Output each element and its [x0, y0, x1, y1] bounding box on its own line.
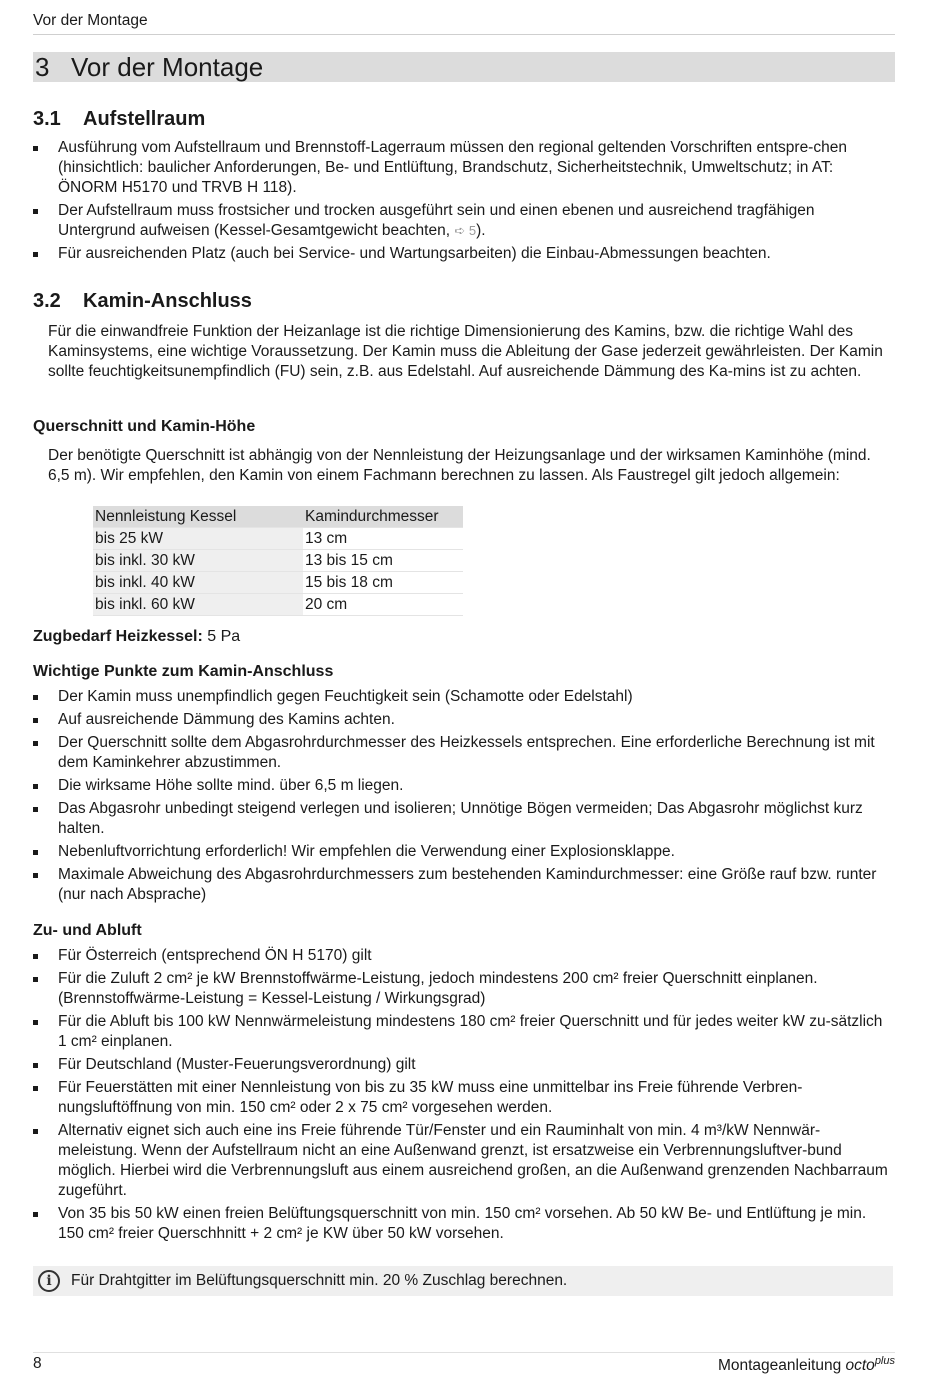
list-item: Für Deutschland (Muster-Feuerungsverordnung) gilt: [33, 1055, 895, 1075]
zugbedarf-line: [33, 628, 240, 646]
zugbedarf-value: 5 Pa: [202, 628, 241, 645]
kamin-intro: Für die einwandfreie Funktion der Heizanlage ist die richtige Dimensionierung des Kamins, bzw. die richtige Wahl des Kaminsystems, eine wichtige Voraussetzung. Der Kamin muss die Ableitung der Gase jederzeit gewährleisten. Der Kamin sollte feuchtigkeitsunempfindlich (FU) sein, z.B. aus Edelstahl. Auf ausreichende Dämmung des Ka-mins ist zu achten.: [48, 323, 883, 380]
table-cell: bis 25 kW: [93, 528, 303, 550]
list-item: Für ausreichenden Platz (auch bei Service- und Wartungsarbeiten) die Einbau-Abmessungen beachten.: [33, 244, 895, 264]
list-item: Für Österreich (entsprechend ÖN H 5170) gilt: [33, 946, 895, 966]
punkte-heading: Wichtige Punkte zum Kamin-Anschluss: [33, 663, 334, 680]
section-number: 3.1: [33, 108, 61, 130]
list-item: Auf ausreichende Dämmung des Kamins achten.: [33, 710, 895, 730]
table-header-cell: Kamindurchmesser: [303, 506, 463, 528]
list-item: Ausführung vom Aufstellraum und Brennstoff-Lagerraum müssen den regional geltenden Vorschriften entspre-chen (hinsichtlich: baulicher Anforderungen, Be- und Entlüftung, Brandschutz, Sicherheitstechnik, Umweltschutz; in AT: ÖNORM H5170 und TRVB H 118).: [33, 138, 895, 198]
section-heading-3-1: [33, 108, 205, 131]
zugbedarf-label: Zugbedarf Heizkessel:: [33, 628, 203, 645]
kamin-table: [93, 506, 463, 616]
info-icon: i: [38, 1270, 60, 1292]
zuabluft-heading: Zu- und Abluft: [33, 922, 142, 939]
info-note: [33, 1266, 893, 1296]
aufstellraum-list: [33, 138, 895, 267]
list-item: Für die Abluft bis 100 kW Nennwärmeleistung mindestens 180 cm² freier Querschnitt und für jedes weiter kW zu-sätzlich 1 cm² einplanen.: [33, 1012, 895, 1052]
list-item-text: Der Aufstellraum muss frostsicher und trocken ausgeführt sein und einen ebenen und ausreichend tragfähigen Untergrund aufweisen (Kessel-Gesamtgewicht beachten,: [58, 202, 815, 239]
list-item: Die wirksame Höhe sollte mind. über 6,5 m liegen.: [33, 776, 895, 796]
table-cell: bis inkl. 40 kW: [93, 572, 303, 594]
running-header: [33, 12, 895, 35]
running-header-title: Vor der Montage: [33, 12, 148, 29]
chapter-number: 3: [35, 52, 50, 82]
list-item: Das Abgasrohr unbedingt steigend verlegen und isolieren; Unnötige Bögen vermeiden; Das Abgasrohr möglichst kurz halten.: [33, 799, 895, 839]
table-header-cell: Nennleistung Kessel: [93, 506, 303, 528]
section-number: 3.2: [33, 290, 61, 312]
punkte-list: [33, 687, 895, 908]
table-row: [93, 572, 463, 594]
table-cell: 20 cm: [303, 594, 463, 616]
table-row: [93, 594, 463, 616]
querschnitt-heading: Querschnitt und Kamin-Höhe: [33, 418, 256, 435]
page-number: 8: [33, 1355, 42, 1372]
list-item: Für Feuerstätten mit einer Nennleistung von bis zu 35 kW muss eine unmittelbar ins Freie führende Verbren-nungsluftöffnung von min. 150 cm² oder 2 x 75 cm² vorgesehen werden.: [33, 1078, 895, 1118]
list-item: Von 35 bis 50 kW einen freien Belüftungsquerschnitt von min. 150 cm² vorsehen. Ab 50 kW Be- und Entlüftung je min. 150 cm² freier Querschhnitt + 2 cm² je KW über 50 kW vorsehen.: [33, 1204, 895, 1244]
table-cell: 15 bis 18 cm: [303, 572, 463, 594]
list-item: [33, 201, 895, 241]
list-item-end: ).: [476, 222, 486, 239]
product-superscript: plus: [874, 1355, 895, 1367]
table-cell: bis inkl. 30 kW: [93, 550, 303, 572]
note-text: Für Drahtgitter im Belüftungsquerschnitt min. 20 % Zuschlag berechnen.: [71, 1272, 568, 1289]
chapter-heading: [33, 52, 895, 82]
list-item: Maximale Abweichung des Abgasrohrdurchmessers zum bestehenden Kamindurchmesser: eine Größe rauf bzw. runter (nur nach Absprache): [33, 865, 895, 905]
table-cell: 13 bis 15 cm: [303, 550, 463, 572]
product-name: octo: [845, 1357, 875, 1375]
table-cell: 13 cm: [303, 528, 463, 550]
table-row: [93, 528, 463, 550]
table-row: [93, 550, 463, 572]
section-title: Aufstellraum: [83, 108, 206, 130]
section-heading-3-2: [33, 290, 252, 313]
list-item: Der Querschnitt sollte dem Abgasrohrdurchmesser des Heizkessels entsprechen. Eine erforderliche Berechnung ist mit dem Kaminkehrer abzustimmen.: [33, 733, 895, 773]
list-item: Der Kamin muss unempfindlich gegen Feuchtigkeit sein (Schamotte oder Edelstahl): [33, 687, 895, 707]
chapter-title: Vor der Montage: [71, 52, 264, 82]
table-cell: bis inkl. 60 kW: [93, 594, 303, 616]
page-reference-link[interactable]: ➪ 5: [454, 223, 477, 238]
table-header-row: [93, 506, 463, 528]
page-footer: [33, 1352, 895, 1375]
list-item: Alternativ eignet sich auch eine ins Freie führende Tür/Fenster und ein Rauminhalt von min. 4 m³/kW Nennwär-meleistung. Wenn der Aufstellraum nicht an eine Außenwand grenzt, ist ersatzweise ein Verbrennungsluftver-bund möglich. Hierbei wird die Verbrennungsluft aus einem ausreichend großen, an die Außenwand grenzenden Nachbarraum zugeführt.: [33, 1121, 895, 1201]
section-title: Kamin-Anschluss: [83, 290, 252, 312]
document-title-text: Montageanleitung: [717, 1357, 846, 1375]
zuabluft-list: [33, 946, 895, 1247]
list-item: Für die Zuluft 2 cm² je kW Brennstoffwärme-Leistung, jedoch mindestens 200 cm² freier Querschnitt einplanen. (Brennstoffwärme-Leistung = Kessel-Leistung / Wirkungsgrad): [33, 969, 895, 1009]
document-title: [718, 1355, 895, 1375]
querschnitt-text: Der benötigte Querschnitt ist abhängig von der Nennleistung der Heizungsanlage und der wirksamen Kaminhöhe (mind. 6,5 m). Wir empfehlen, den Kamin von einem Fachmann berechnen zu lassen. Als Faustregel gilt jedoch allgemein:: [48, 447, 871, 484]
list-item: Nebenluftvorrichtung erforderlich! Wir empfehlen die Verwendung einer Explosionsklappe.: [33, 842, 895, 862]
